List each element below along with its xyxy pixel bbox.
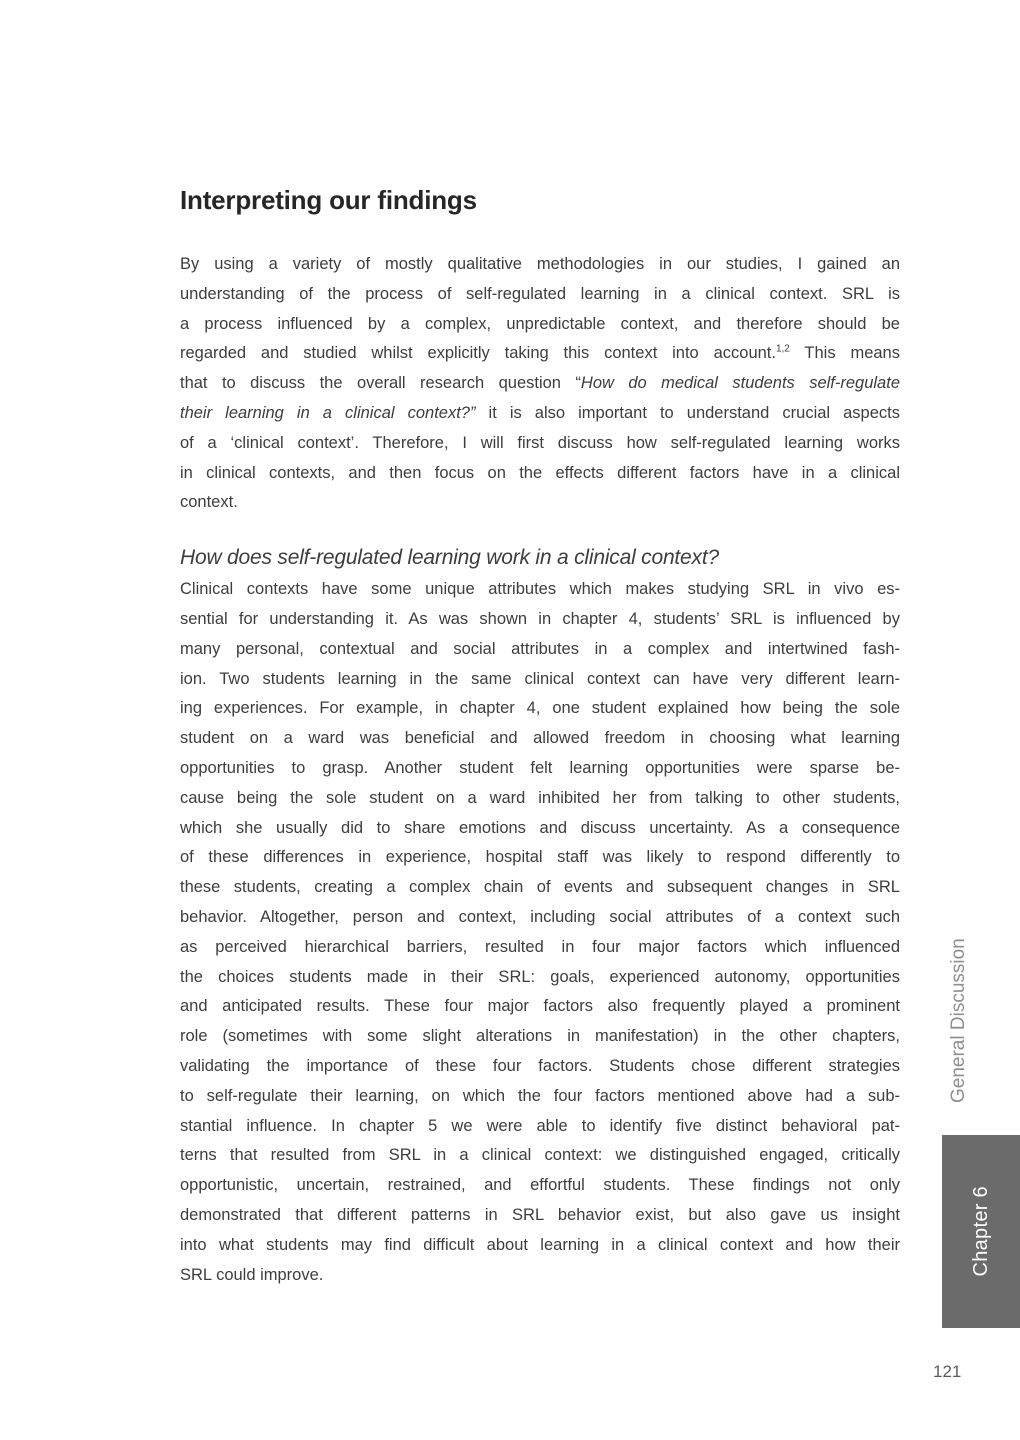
text-line: the choices students made in their SRL: goals, experienced autonomy, opportunities [180,967,900,986]
text-line: in clinical contexts, and then focus on the effects different factors have in a clinical [180,463,900,482]
chapter-tab [942,1135,1020,1328]
text-line: terns that resulted from SRL in a clinical context: we distinguished engaged, critically [180,1146,900,1165]
text-line: context. [180,493,238,512]
page-content [180,185,900,1290]
text-line: to self-regulate their learning, on which the four factors mentioned above had a sub- [180,1086,900,1105]
text-line: and anticipated results. These four major factors also frequently played a prominent [180,997,900,1016]
text-line: that to discuss the overall research question “How do medical students self-regulate [180,374,900,393]
section-heading: How does self-regulated learning work in a clinical context? [180,546,719,570]
paragraph-intro [180,250,900,518]
page-number: 121 [933,1362,962,1381]
text-line: ing experiences. For example, in chapter 4, one student explained how being the sole [180,699,900,718]
text-line: of a ‘clinical context’. Therefore, I will first discuss how self-regulated learning works [180,433,900,452]
text-line: sential for understanding it. As was shown in chapter 4, students’ SRL is influenced by [180,609,900,628]
text-line: student on a ward was beneficial and allowed freedom in choosing what learning [180,729,900,748]
text-line: many personal, contextual and social attributes in a complex and intertwined fash- [180,639,900,658]
text-line: Clinical contexts have some unique attributes which makes studying SRL in vivo es- [180,580,900,599]
paragraph-srl-clinical-context [180,575,900,1290]
text-line: opportunistic, uncertain, restrained, and effortful students. These findings not only [180,1176,900,1195]
text-line: regarded and studied whilst explicitly taking this context into account.$^{1,2}$ This means [180,343,900,363]
text-line: a process influenced by a complex, unpredictable context, and therefore should be [180,314,900,333]
text-line: stantial influence. In chapter 5 we were able to identify five distinct behavioral pat- [180,1116,900,1135]
sidebar-section-label: General Discussion [948,938,969,1103]
text-line: validating the importance of these four factors. Students chose different strategies [180,1056,900,1075]
text-line: demonstrated that different patterns in SRL behavior exist, but also gave us insight [180,1205,900,1224]
chapter-tab-label: Chapter 6 [969,1186,992,1277]
text-line: which she usually did to share emotions and discuss uncertainty. As a consequence [180,818,900,837]
text-line: SRL could improve. [180,1265,324,1284]
text-line: of these differences in experience, hospital staff was likely to respond differently to [180,848,900,867]
text-line: opportunities to grasp. Another student felt learning opportunities were sparse be- [180,758,900,777]
text-line: their learning in a clinical context?” it is also important to understand crucial aspects [180,403,900,422]
text-line: ion. Two students learning in the same clinical context can have very different learn- [180,669,900,688]
text-line: cause being the sole student on a ward inhibited her from talking to other students, [180,788,900,807]
text-line: these students, creating a complex chain of events and subsequent changes in SRL [180,878,900,897]
text-line: role (sometimes with some slight alterations in manifestation) in the other chapters, [180,1027,900,1046]
text-line: as perceived hierarchical barriers, resulted in four major factors which influenced [180,937,900,956]
text-line: behavior. Altogether, person and context, including social attributes of a context such [180,907,900,926]
text-line: into what students may find difficult about learning in a clinical context and how their [180,1235,900,1254]
text-line: understanding of the process of self-regulated learning in a clinical context. SRL is [180,284,900,303]
text-line: By using a variety of mostly qualitative methodologies in our studies, I gained an [180,255,900,273]
page-title: Interpreting our findings [180,185,477,215]
